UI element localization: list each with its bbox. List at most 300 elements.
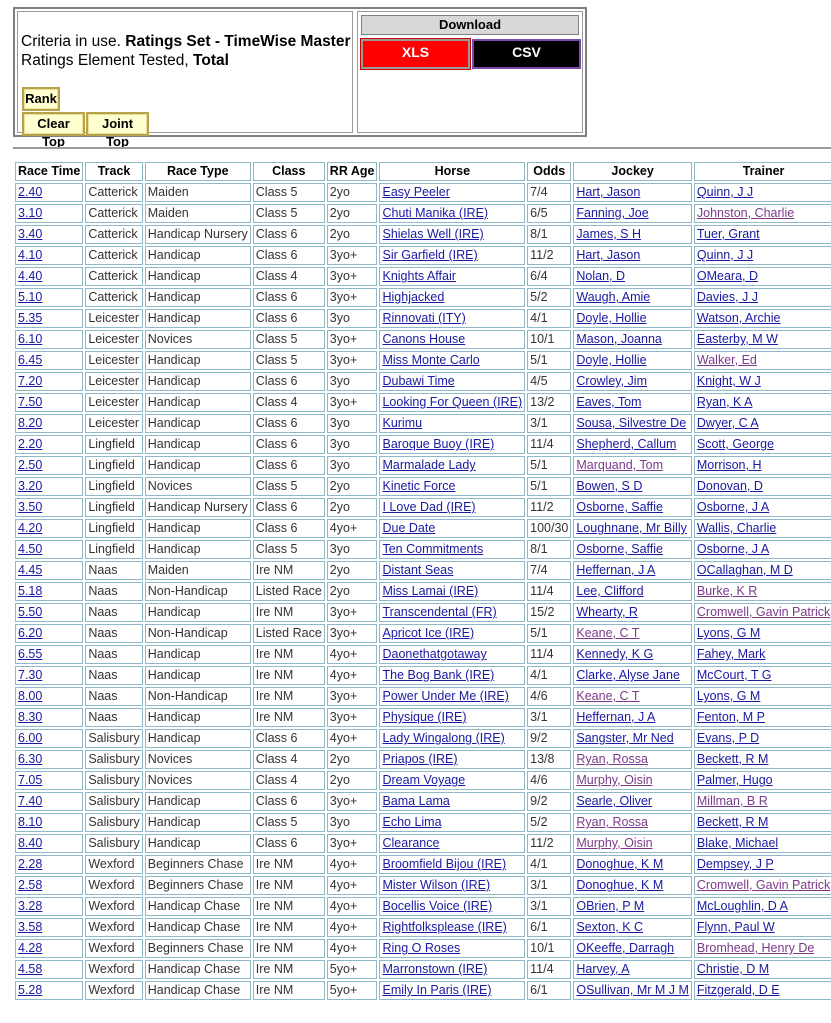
jockey-link[interactable]: Heffernan, J A bbox=[576, 710, 656, 724]
trainer-cell bbox=[694, 393, 831, 412]
class-cell: Ire NM bbox=[253, 855, 325, 874]
race-time-link[interactable]: 5.10 bbox=[18, 290, 43, 304]
rr-age-cell: 4yo+ bbox=[327, 729, 378, 748]
track-cell: Lingfield bbox=[85, 519, 142, 538]
class-cell: Class 6 bbox=[253, 309, 325, 328]
race-time-link[interactable]: 5.28 bbox=[18, 983, 43, 997]
time-cell bbox=[15, 351, 83, 370]
rr-age-cell: 4yo+ bbox=[327, 519, 378, 538]
track-cell: Leicester bbox=[85, 330, 142, 349]
horse-link[interactable]: Apricot Ice (IRE) bbox=[382, 626, 475, 640]
jockey-link[interactable]: Clarke, Alyse Jane bbox=[576, 668, 680, 682]
rr-age-cell: 2yo bbox=[327, 225, 378, 244]
jockey-link[interactable]: Whearty, R bbox=[576, 605, 638, 619]
horse-link[interactable]: Clearance bbox=[382, 836, 440, 850]
jockey-cell bbox=[573, 288, 692, 307]
trainer-link[interactable]: Fitzgerald, D E bbox=[696, 983, 780, 997]
track-cell: Naas bbox=[85, 666, 142, 685]
table-row bbox=[15, 330, 831, 349]
trainer-link[interactable]: Wallis, Charlie bbox=[696, 521, 777, 535]
race-time-link[interactable]: 2.58 bbox=[18, 878, 43, 892]
race-type-cell: Handicap Nursery bbox=[145, 225, 251, 244]
jockey-link[interactable]: Harvey, A bbox=[576, 962, 630, 976]
class-cell: Ire NM bbox=[253, 561, 325, 580]
trainer-link[interactable]: Beckett, R M bbox=[696, 752, 769, 766]
race-time-link[interactable]: 3.50 bbox=[18, 500, 43, 514]
trainer-link[interactable]: Lyons, G M bbox=[696, 689, 761, 703]
table-row bbox=[15, 981, 831, 1000]
track-cell: Salisbury bbox=[85, 750, 142, 769]
trainer-cell bbox=[694, 435, 831, 454]
trainer-link[interactable]: Walker, Ed bbox=[696, 353, 757, 367]
trainer-link[interactable]: Fenton, M P bbox=[696, 710, 765, 724]
race-time-link[interactable]: 4.58 bbox=[18, 962, 43, 976]
jockey-cell bbox=[573, 981, 692, 1000]
trainer-link[interactable]: Christie, D M bbox=[696, 962, 770, 976]
horse-link[interactable]: Dream Voyage bbox=[382, 773, 466, 787]
race-type-cell: Novices bbox=[145, 750, 251, 769]
race-time-link[interactable]: 4.50 bbox=[18, 542, 43, 556]
table-row bbox=[15, 519, 831, 538]
download-box bbox=[357, 11, 583, 133]
ratings-element-label: Ratings Element Tested, bbox=[21, 52, 189, 69]
horse-link[interactable]: Knights Affair bbox=[382, 269, 456, 283]
trainer-link[interactable]: Dempsey, J P bbox=[696, 857, 774, 871]
track-cell: Naas bbox=[85, 624, 142, 643]
race-time-link[interactable]: 7.40 bbox=[18, 794, 43, 808]
trainer-link[interactable]: Osborne, J A bbox=[696, 542, 770, 556]
track-cell: Naas bbox=[85, 708, 142, 727]
race-type-cell: Handicap bbox=[145, 540, 251, 559]
time-cell bbox=[15, 582, 83, 601]
class-cell: Class 6 bbox=[253, 792, 325, 811]
horse-link[interactable]: Dubawi Time bbox=[382, 374, 455, 388]
trainer-cell bbox=[694, 981, 831, 1000]
jockey-link[interactable]: Lee, Clifford bbox=[576, 584, 644, 598]
rr-age-cell: 2yo bbox=[327, 582, 378, 601]
jockey-link[interactable]: Fanning, Joe bbox=[576, 206, 649, 220]
race-time-link[interactable]: 2.40 bbox=[18, 185, 43, 199]
rr-age-cell: 4yo+ bbox=[327, 645, 378, 664]
class-cell: Ire NM bbox=[253, 918, 325, 937]
jockey-link[interactable]: Sexton, K C bbox=[576, 920, 644, 934]
trainer-link[interactable]: Bromhead, Henry De bbox=[696, 941, 815, 955]
horse-link[interactable]: Priapos (IRE) bbox=[382, 752, 458, 766]
class-cell: Class 6 bbox=[253, 729, 325, 748]
jockey-link[interactable]: Doyle, Hollie bbox=[576, 353, 647, 367]
race-time-link[interactable]: 3.58 bbox=[18, 920, 43, 934]
race-time-link[interactable]: 8.30 bbox=[18, 710, 43, 724]
jockey-link[interactable]: Keane, C T bbox=[576, 626, 640, 640]
race-time-link[interactable]: 2.50 bbox=[18, 458, 43, 472]
jockey-link[interactable]: Kennedy, K G bbox=[576, 647, 654, 661]
race-time-link[interactable]: 3.40 bbox=[18, 227, 43, 241]
jockey-cell bbox=[573, 393, 692, 412]
race-type-cell: Beginners Chase bbox=[145, 855, 251, 874]
track-cell: Leicester bbox=[85, 393, 142, 412]
horse-link[interactable]: Bocellis Voice (IRE) bbox=[382, 899, 493, 913]
odds-cell: 5/2 bbox=[527, 288, 571, 307]
horse-link[interactable]: Marmalade Lady bbox=[382, 458, 476, 472]
race-time-link[interactable]: 4.40 bbox=[18, 269, 43, 283]
trainer-link[interactable]: Millman, B R bbox=[696, 794, 768, 808]
time-cell bbox=[15, 939, 83, 958]
class-cell: Class 4 bbox=[253, 750, 325, 769]
table-row bbox=[15, 771, 831, 790]
track-cell: Wexford bbox=[85, 897, 142, 916]
table-row bbox=[15, 435, 831, 454]
jockey-cell bbox=[573, 435, 692, 454]
jockey-link[interactable]: Osborne, Saffie bbox=[576, 500, 664, 514]
odds-cell: 6/4 bbox=[527, 267, 571, 286]
trainer-link[interactable]: Quinn, J J bbox=[696, 185, 754, 199]
time-cell bbox=[15, 225, 83, 244]
trainer-link[interactable]: Burke, K R bbox=[696, 584, 758, 598]
race-time-link[interactable]: 8.40 bbox=[18, 836, 43, 850]
rr-age-cell: 3yo bbox=[327, 456, 378, 475]
trainer-link[interactable]: Easterby, M W bbox=[696, 332, 778, 346]
odds-cell: 11/2 bbox=[527, 246, 571, 265]
jockey-link[interactable]: Eaves, Tom bbox=[576, 395, 642, 409]
horse-link[interactable]: Rinnovati (ITY) bbox=[382, 311, 466, 325]
horse-link[interactable]: Physique (IRE) bbox=[382, 710, 467, 724]
horse-link[interactable]: Miss Lamai (IRE) bbox=[382, 584, 479, 598]
odds-cell: 10/1 bbox=[527, 330, 571, 349]
odds-cell: 11/2 bbox=[527, 498, 571, 517]
horse-cell bbox=[379, 225, 525, 244]
horse-link[interactable]: Transcendental (FR) bbox=[382, 605, 497, 619]
trainer-link[interactable]: Morrison, H bbox=[696, 458, 762, 472]
time-cell bbox=[15, 624, 83, 643]
class-cell: Ire NM bbox=[253, 939, 325, 958]
trainer-link[interactable]: OMeara, D bbox=[696, 269, 759, 283]
odds-cell: 6/5 bbox=[527, 204, 571, 223]
table-row bbox=[15, 624, 831, 643]
table-row bbox=[15, 645, 831, 664]
race-time-link[interactable]: 6.45 bbox=[18, 353, 43, 367]
horse-cell bbox=[379, 351, 525, 370]
trainer-link[interactable]: Dwyer, C A bbox=[696, 416, 759, 430]
race-time-link[interactable]: 8.00 bbox=[18, 689, 43, 703]
horse-link[interactable]: Miss Monte Carlo bbox=[382, 353, 480, 367]
jockey-cell bbox=[573, 477, 692, 496]
horse-link[interactable]: Marronstown (IRE) bbox=[382, 962, 488, 976]
odds-cell: 5/1 bbox=[527, 624, 571, 643]
joint-top-button[interactable] bbox=[86, 112, 149, 149]
trainer-link[interactable]: Cromwell, Gavin Patrick bbox=[696, 605, 831, 619]
trainer-cell bbox=[694, 813, 831, 832]
race-type-cell: Handicap bbox=[145, 393, 251, 412]
jockey-link[interactable]: Osborne, Saffie bbox=[576, 542, 664, 556]
race-time-link[interactable]: 6.55 bbox=[18, 647, 43, 661]
jockey-cell bbox=[573, 666, 692, 685]
horse-cell bbox=[379, 960, 525, 979]
horse-link[interactable]: Easy Peeler bbox=[382, 185, 450, 199]
rr-age-cell: 2yo bbox=[327, 204, 378, 223]
table-row bbox=[15, 456, 831, 475]
trainer-link[interactable]: Palmer, Hugo bbox=[696, 773, 773, 787]
trainer-cell bbox=[694, 225, 831, 244]
jockey-cell bbox=[573, 456, 692, 475]
horse-link[interactable]: Power Under Me (IRE) bbox=[382, 689, 509, 703]
trainer-link[interactable]: Tuer, Grant bbox=[696, 227, 760, 241]
race-time-link[interactable]: 7.05 bbox=[18, 773, 43, 787]
odds-cell: 100/30 bbox=[527, 519, 571, 538]
jockey-link[interactable]: Searle, Oliver bbox=[576, 794, 653, 808]
race-time-link[interactable]: 8.10 bbox=[18, 815, 43, 829]
jockey-link[interactable]: Heffernan, J A bbox=[576, 563, 656, 577]
race-time-link[interactable]: 4.20 bbox=[18, 521, 43, 535]
csv-download-button[interactable]: CSV bbox=[472, 39, 581, 69]
jockey-link[interactable]: Sangster, Mr Ned bbox=[576, 731, 674, 745]
horse-link[interactable]: The Bog Bank (IRE) bbox=[382, 668, 495, 682]
track-cell: Wexford bbox=[85, 981, 142, 1000]
trainer-cell bbox=[694, 687, 831, 706]
time-cell bbox=[15, 876, 83, 895]
trainer-link[interactable]: Flynn, Paul W bbox=[696, 920, 775, 934]
jockey-link[interactable]: Mason, Joanna bbox=[576, 332, 662, 346]
trainer-link[interactable]: Donovan, D bbox=[696, 479, 763, 493]
odds-cell: 5/1 bbox=[527, 477, 571, 496]
time-cell bbox=[15, 330, 83, 349]
horse-link[interactable]: Ten Commitments bbox=[382, 542, 484, 556]
horse-cell bbox=[379, 582, 525, 601]
jockey-cell bbox=[573, 330, 692, 349]
race-time-link[interactable]: 6.00 bbox=[18, 731, 43, 745]
rr-age-cell: 5yo+ bbox=[327, 981, 378, 1000]
trainer-cell bbox=[694, 876, 831, 895]
time-cell bbox=[15, 456, 83, 475]
trainer-link[interactable]: Cromwell, Gavin Patrick bbox=[696, 878, 831, 892]
race-time-link[interactable]: 6.30 bbox=[18, 752, 43, 766]
trainer-cell bbox=[694, 960, 831, 979]
jockey-link[interactable]: Crowley, Jim bbox=[576, 374, 647, 388]
jockey-link[interactable]: Waugh, Amie bbox=[576, 290, 651, 304]
track-cell: Lingfield bbox=[85, 435, 142, 454]
trainer-cell bbox=[694, 288, 831, 307]
horse-link[interactable]: Chuti Manika (IRE) bbox=[382, 206, 489, 220]
trainer-cell bbox=[694, 519, 831, 538]
clear-top-button[interactable] bbox=[22, 112, 85, 149]
horse-cell bbox=[379, 204, 525, 223]
race-time-link[interactable]: 2.20 bbox=[18, 437, 43, 451]
race-time-link[interactable]: 5.18 bbox=[18, 584, 43, 598]
jockey-link[interactable]: Donoghue, K M bbox=[576, 878, 664, 892]
jockey-link[interactable]: Ryan, Rossa bbox=[576, 752, 648, 766]
horse-link[interactable]: Bama Lama bbox=[382, 794, 450, 808]
trainer-link[interactable]: Evans, P D bbox=[696, 731, 760, 745]
odds-cell: 4/6 bbox=[527, 771, 571, 790]
jockey-link[interactable]: Murphy, Oisin bbox=[576, 836, 653, 850]
table-row bbox=[15, 267, 831, 286]
jockey-link[interactable]: Hart, Jason bbox=[576, 185, 641, 199]
odds-cell: 3/1 bbox=[527, 897, 571, 916]
race-type-cell: Handicap bbox=[145, 708, 251, 727]
horse-link[interactable]: Emily In Paris (IRE) bbox=[382, 983, 492, 997]
jockey-link[interactable]: Murphy, Oisin bbox=[576, 773, 653, 787]
odds-cell: 7/4 bbox=[527, 561, 571, 580]
horse-link[interactable]: Canons House bbox=[382, 332, 466, 346]
horse-link[interactable]: Looking For Queen (IRE) bbox=[382, 395, 523, 409]
horse-link[interactable]: Echo Lima bbox=[382, 815, 442, 829]
jockey-link[interactable]: Marquand, Tom bbox=[576, 458, 663, 472]
trainer-cell bbox=[694, 267, 831, 286]
jockey-link[interactable]: Ryan, Rossa bbox=[576, 815, 648, 829]
xls-download-button[interactable]: XLS bbox=[361, 39, 470, 69]
rr-age-cell: 3yo+ bbox=[327, 687, 378, 706]
class-cell: Ire NM bbox=[253, 708, 325, 727]
jockey-link[interactable]: Keane, C T bbox=[576, 689, 640, 703]
table-row bbox=[15, 393, 831, 412]
jockey-link[interactable]: OKeeffe, Darragh bbox=[576, 941, 675, 955]
trainer-link[interactable]: Scott, George bbox=[696, 437, 775, 451]
trainer-link[interactable]: Davies, J J bbox=[696, 290, 759, 304]
race-time-link[interactable]: 3.28 bbox=[18, 899, 43, 913]
table-row bbox=[15, 708, 831, 727]
odds-cell: 8/1 bbox=[527, 540, 571, 559]
jockey-link[interactable]: OBrien, P M bbox=[576, 899, 645, 913]
race-time-link[interactable]: 5.35 bbox=[18, 311, 43, 325]
horse-link[interactable]: Distant Seas bbox=[382, 563, 454, 577]
odds-cell: 15/2 bbox=[527, 603, 571, 622]
race-time-link[interactable]: 7.20 bbox=[18, 374, 43, 388]
odds-cell: 11/2 bbox=[527, 834, 571, 853]
race-time-link[interactable]: 3.10 bbox=[18, 206, 43, 220]
race-time-link[interactable]: 6.10 bbox=[18, 332, 43, 346]
trainer-link[interactable]: Blake, Michael bbox=[696, 836, 779, 850]
rank-button[interactable] bbox=[22, 87, 60, 111]
track-cell: Salisbury bbox=[85, 771, 142, 790]
jockey-cell bbox=[573, 351, 692, 370]
class-cell: Ire NM bbox=[253, 666, 325, 685]
jockey-link[interactable]: Shepherd, Callum bbox=[576, 437, 677, 451]
jockey-link[interactable]: Hart, Jason bbox=[576, 248, 641, 262]
column-header-jockey: Jockey bbox=[573, 162, 692, 181]
race-time-link[interactable]: 3.20 bbox=[18, 479, 43, 493]
horse-cell bbox=[379, 414, 525, 433]
trainer-link[interactable]: Beckett, R M bbox=[696, 815, 769, 829]
odds-cell: 4/6 bbox=[527, 687, 571, 706]
trainer-link[interactable]: Knight, W J bbox=[696, 374, 761, 388]
time-cell bbox=[15, 645, 83, 664]
race-type-cell: Handicap bbox=[145, 372, 251, 391]
track-cell: Naas bbox=[85, 645, 142, 664]
horse-link[interactable]: Kurimu bbox=[382, 416, 423, 430]
trainer-link[interactable]: Quinn, J J bbox=[696, 248, 754, 262]
jockey-link[interactable]: Nolan, D bbox=[576, 269, 626, 283]
horse-cell bbox=[379, 540, 525, 559]
class-cell: Class 6 bbox=[253, 435, 325, 454]
time-cell bbox=[15, 477, 83, 496]
class-cell: Class 6 bbox=[253, 246, 325, 265]
horse-cell bbox=[379, 708, 525, 727]
horse-cell bbox=[379, 729, 525, 748]
trainer-link[interactable]: Watson, Archie bbox=[696, 311, 781, 325]
race-time-link[interactable]: 7.50 bbox=[18, 395, 43, 409]
class-cell: Class 6 bbox=[253, 498, 325, 517]
race-time-link[interactable]: 4.28 bbox=[18, 941, 43, 955]
jockey-link[interactable]: Bowen, S D bbox=[576, 479, 643, 493]
race-time-link[interactable]: 5.50 bbox=[18, 605, 43, 619]
horse-link[interactable]: Mister Wilson (IRE) bbox=[382, 878, 491, 892]
jockey-link[interactable]: Donoghue, K M bbox=[576, 857, 664, 871]
race-time-link[interactable]: 4.10 bbox=[18, 248, 43, 262]
trainer-cell bbox=[694, 204, 831, 223]
jockey-cell bbox=[573, 687, 692, 706]
jockey-cell bbox=[573, 519, 692, 538]
race-time-link[interactable]: 2.28 bbox=[18, 857, 43, 871]
race-type-cell: Handicap bbox=[145, 603, 251, 622]
time-cell bbox=[15, 771, 83, 790]
race-type-cell: Novices bbox=[145, 477, 251, 496]
time-cell bbox=[15, 666, 83, 685]
odds-cell: 4/5 bbox=[527, 372, 571, 391]
trainer-link[interactable]: Johnston, Charlie bbox=[696, 206, 795, 220]
horse-link[interactable]: Broomfield Bijou (IRE) bbox=[382, 857, 507, 871]
horse-link[interactable]: Lady Wingalong (IRE) bbox=[382, 731, 505, 745]
horse-link[interactable]: Baroque Buoy (IRE) bbox=[382, 437, 495, 451]
trainer-link[interactable]: Lyons, G M bbox=[696, 626, 761, 640]
trainer-link[interactable]: Osborne, J A bbox=[696, 500, 770, 514]
track-cell: Wexford bbox=[85, 855, 142, 874]
criteria-in-use bbox=[21, 32, 351, 51]
horse-link[interactable]: Due Date bbox=[382, 521, 436, 535]
race-type-cell: Handicap bbox=[145, 834, 251, 853]
trainer-link[interactable]: Fahey, Mark bbox=[696, 647, 766, 661]
horse-link[interactable]: I Love Dad (IRE) bbox=[382, 500, 476, 514]
rr-age-cell: 3yo+ bbox=[327, 288, 378, 307]
horse-link[interactable]: Sir Garfield (IRE) bbox=[382, 248, 478, 262]
horse-link[interactable]: Rightfolksplease (IRE) bbox=[382, 920, 507, 934]
jockey-link[interactable]: Doyle, Hollie bbox=[576, 311, 647, 325]
jockey-cell bbox=[573, 918, 692, 937]
track-cell: Lingfield bbox=[85, 540, 142, 559]
jockey-link[interactable]: OSullivan, Mr M J M bbox=[576, 983, 689, 997]
trainer-link[interactable]: Ryan, K A bbox=[696, 395, 753, 409]
track-cell: Catterick bbox=[85, 246, 142, 265]
horse-link[interactable]: Ring O Roses bbox=[382, 941, 461, 955]
race-time-link[interactable]: 8.20 bbox=[18, 416, 43, 430]
trainer-cell bbox=[694, 855, 831, 874]
class-cell: Class 6 bbox=[253, 456, 325, 475]
trainer-link[interactable]: McCourt, T G bbox=[696, 668, 772, 682]
ratings-element-value: Total bbox=[193, 52, 229, 69]
column-header-odds: Odds bbox=[527, 162, 571, 181]
trainer-cell bbox=[694, 477, 831, 496]
race-type-cell: Handicap bbox=[145, 729, 251, 748]
jockey-link[interactable]: Sousa, Silvestre De bbox=[576, 416, 687, 430]
jockey-link[interactable]: James, S H bbox=[576, 227, 641, 241]
trainer-cell bbox=[694, 540, 831, 559]
horse-link[interactable]: Shielas Well (IRE) bbox=[382, 227, 484, 241]
jockey-cell bbox=[573, 309, 692, 328]
jockey-link[interactable]: Loughnane, Mr Billy bbox=[576, 521, 687, 535]
trainer-cell bbox=[694, 561, 831, 580]
trainer-link[interactable]: McLoughlin, D A bbox=[696, 899, 788, 913]
track-cell: Lingfield bbox=[85, 477, 142, 496]
horse-link[interactable]: Highjacked bbox=[382, 290, 445, 304]
time-cell bbox=[15, 687, 83, 706]
criteria-panel bbox=[13, 7, 587, 149]
race-time-link[interactable]: 6.20 bbox=[18, 626, 43, 640]
horse-link[interactable]: Daonethatgotaway bbox=[382, 647, 487, 661]
trainer-link[interactable]: OCallaghan, M D bbox=[696, 563, 793, 577]
jockey-cell bbox=[573, 645, 692, 664]
race-time-link[interactable]: 7.30 bbox=[18, 668, 43, 682]
horse-link[interactable]: Kinetic Force bbox=[382, 479, 456, 493]
race-time-link[interactable]: 4.45 bbox=[18, 563, 43, 577]
rr-age-cell: 4yo+ bbox=[327, 876, 378, 895]
